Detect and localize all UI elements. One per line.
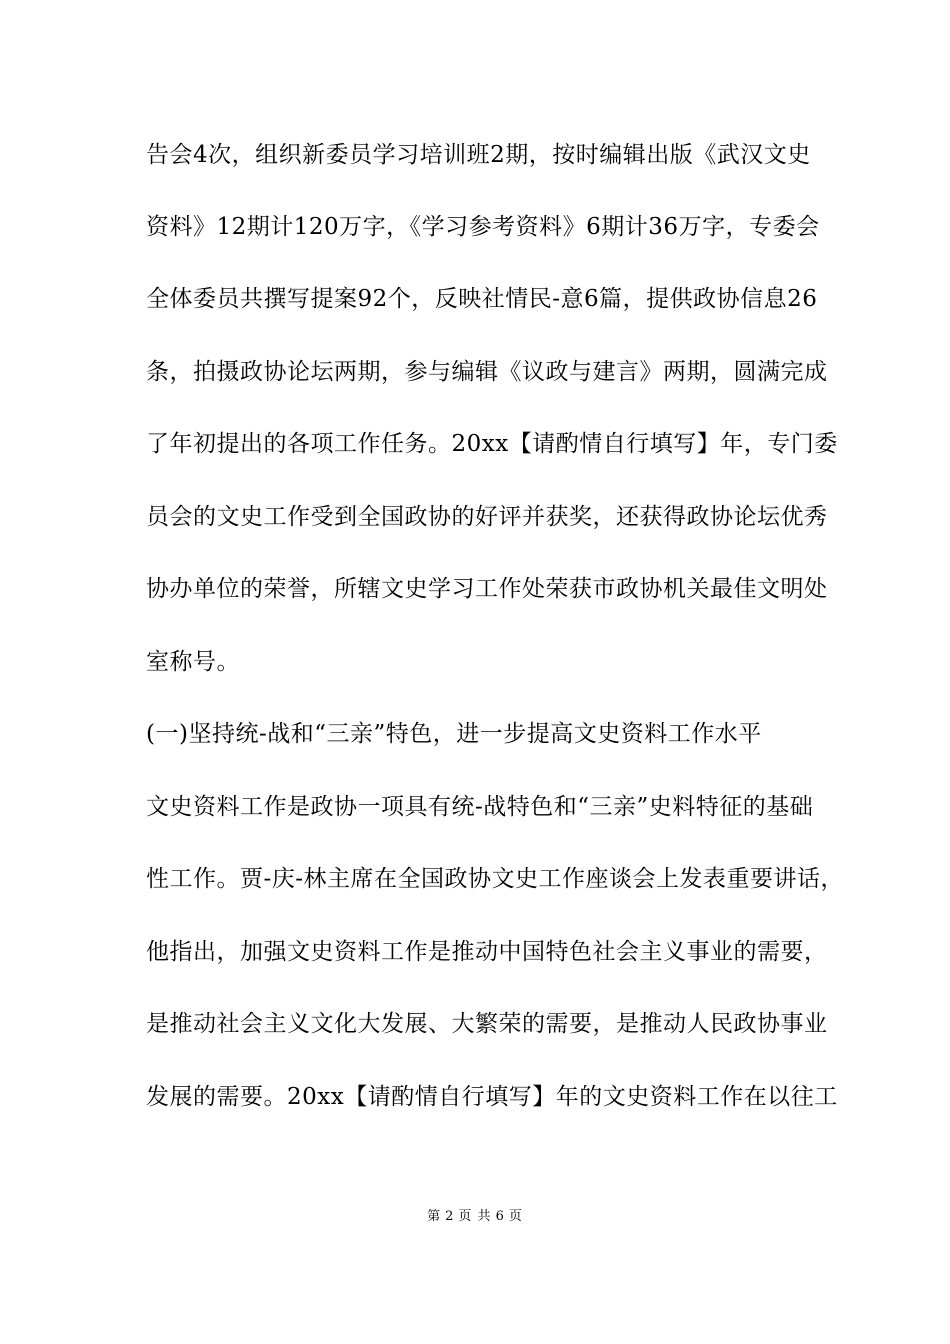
footer-total-pages: 6 (495, 1209, 505, 1224)
footer-prefix: 第 (427, 1209, 442, 1224)
section-heading: (一)坚持统-战和“三亲”特色，进一步提高文史资料工作水平 (146, 721, 762, 747)
paragraph-line: 资料》12期计120万字，《学习参考资料》6期计36万字，专委会 (146, 214, 820, 240)
paragraph-line: 他指出，加强文史资料工作是推动中国特色社会主义事业的需要， (146, 939, 828, 965)
footer-current-page: 2 (445, 1209, 455, 1224)
paragraph-line: 是推动社会主义文化大发展、大繁荣的需要，是推动人民政协事业 (146, 1011, 828, 1037)
paragraph-line: 发展的需要。20xx【请酌情自行填写】年的文史资料工作在以往工 (146, 1084, 838, 1110)
footer-middle: 页 共 (458, 1209, 492, 1224)
paragraph-line: 了年初提出的各项工作任务。20xx【请酌情自行填写】年，专门委 (146, 431, 838, 457)
paragraph-line: 员会的文史工作受到全国政协的好评并获奖，还获得政协论坛优秀 (146, 504, 828, 530)
page-footer (0, 1208, 950, 1226)
paragraph-line: 条，拍摄政协论坛两期，参与编辑《议政与建言》两期，圆满完成 (146, 359, 828, 385)
paragraph-line: 性工作。贾-庆-林主席在全国政协文史工作座谈会上发表重要讲话， (146, 866, 845, 892)
paragraph-line: 全体委员共撰写提案92个，反映社情民-意6篇，提供政协信息26 (146, 286, 818, 312)
footer-suffix: 页 (508, 1209, 523, 1224)
paragraph-line: 告会4次，组织新委员学习培训班2期，按时编辑出版《武汉文史 (146, 142, 811, 168)
paragraph-line: 协办单位的荣誉，所辖文史学习工作处荣获市政协机关最佳文明处 (146, 576, 828, 602)
paragraph-line: 文史资料工作是政协一项具有统-战特色和“三亲”史料特征的基础 (146, 794, 814, 820)
paragraph-line: 室称号。 (146, 649, 240, 675)
